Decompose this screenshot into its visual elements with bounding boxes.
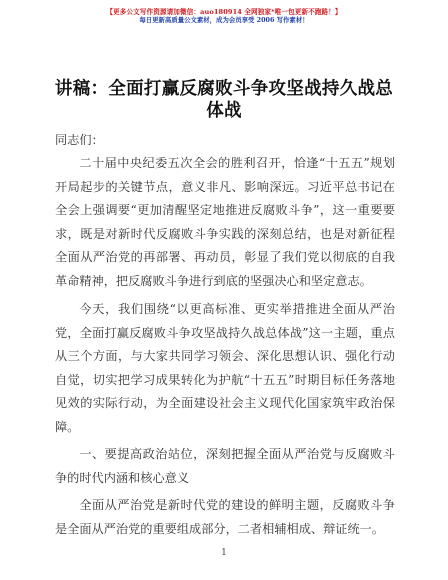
body-paragraph-1: 二十届中央纪委五次全会的胜利召开，恰逢“十五五”规划开局起步的关键节点，意义非凡、影响深远。习近平总书记在全会上强调要“更加清醒坚定地推进反腐败斗争”，这一重要要求，既是对新时代反腐败斗争实践的深刻总结，也是对新征程全面从严治党的再部署、再动员，彰显了我们党以彻底的自我革命精神，把反腐败斗争进行到底的坚强决心和坚定意志。 [55,156,395,288]
promo-banner-line-1: 【更多公文写作资源请加微信：auo180914 全网独家*唯一包更新不跑路！】 [106,8,342,16]
promo-banner-line-2: 每日更新高质量公文素材，成为会员享受 2006 写作素材！ [139,16,309,24]
page-number: 1 [221,548,227,558]
body-paragraph-3: 全面从严治党是新时代党的建设的鲜明主题，反腐败斗争是全面从严治党的重要组成部分，二者相辅相成、辩证统一。 [55,498,395,536]
document-title: 讲稿：全面打赢反腐败斗争攻坚战持久战总体战 [54,79,394,121]
body-paragraph-2: 今天，我们围绕“以更高标准、更实举措推进全面从严治党，全面打赢反腐败斗争攻坚战持久战总体战”这一主题，重点从三个方面，与大家共同学习领会、深化思想认识、强化行动自觉，切实把学习成果转化为护航“十五五”时期目标任务落地见效的实际行动，为全面建设社会主义现代化国家筑牢政治保障。 [55,302,395,434]
salutation: 同志们： [55,133,104,147]
section-heading-1: 一、要提高政治站位，深刻把握全面从严治党与反腐败斗争的时代内涵和核心意义 [55,447,395,485]
